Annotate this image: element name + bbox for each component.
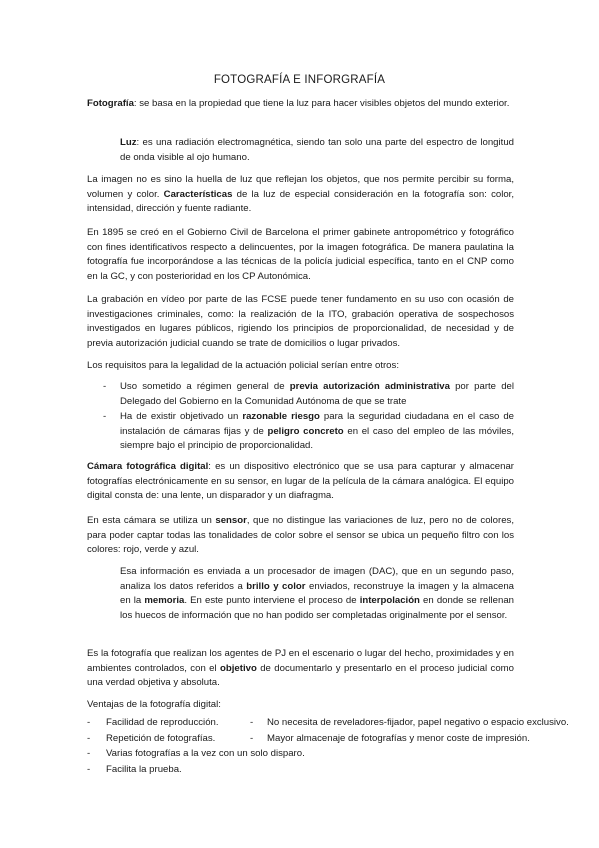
list-dash: -: [103, 411, 107, 422]
paragraph-grabacion-video: La grabación en vídeo por parte de las FCSE puede tener fundamento en su uso con ocasión de investigaciones criminales, como: la realización de la ITO, grabación operativa de sospechosos investigados en lugares públicos, rigiendo los principios de proporcionalidad, de necesidad y de previa autorización judicial cuando se trate de domicilios o lugar privados.: [87, 294, 514, 349]
list-item: Varias fotografías a la vez con un solo disparo.: [106, 748, 305, 759]
paragraph-camara-digital: Cámara fotográfica digital: es un dispositivo electrónico que se usa para capturar y almacenar fotografías electrónicamente en su sensor, en lugar de la película de la cámara analógica. El equipo digital consta de: una lente, un disparador y un diafragma.: [87, 461, 514, 502]
paragraph-sensor: En esta cámara se utiliza un sensor, que no distingue las variaciones de luz, pero no de colores, para poder captar todas las tonalidades de color sobre el sensor se ubica un pequeño filtro con los colores: rojo, verde y azul.: [87, 515, 514, 556]
paragraph-historia: En 1895 se creó en el Gobierno Civil de Barcelona el primer gabinete antropométrico y fotográfico con fines identificativos respecto a delincuentes, por la imagen fotográfica. De manera paulatina la fotografía fue incorporándose a las técnicas de la policía judicial específica, tanto en el CNP como en la GC, y con posterioridad en los CP Autonómica.: [87, 227, 514, 282]
term-sensor: sensor: [215, 515, 247, 526]
list-dash: -: [87, 717, 91, 728]
list-item: Ha de existir objetivado un razonable riesgo para la seguridad ciudadana en el caso de instalación de cámaras fijas y de peligro concreto en el caso del empleo de las móviles, siempre bajo el principio de proporcionalidad.: [120, 411, 514, 452]
paragraph-requisitos: Los requisitos para la legalidad de la actuación policial serían entre otros:: [87, 360, 399, 371]
term-luz: Luz: [120, 137, 137, 148]
term-camara-digital: Cámara fotográfica digital: [87, 461, 209, 472]
page-title: FOTOGRAFÍA E INFORGRAFÍA: [213, 74, 386, 86]
list-item: Uso sometido a régimen general de previa autorización administrativa por parte del Delegado del Gobierno en la Comunidad Autónoma de que se trate: [120, 381, 514, 407]
list-dash: -: [87, 748, 91, 759]
paragraph-fotografia-pj: Es la fotografía que realizan los agentes de PJ en el escenario o lugar del hecho, proximidades y en ambientes controlados, con el objetivo de documentarlo y presentarlo en el proceso judicial como una verdad objetiva y absoluta.: [87, 648, 514, 689]
list-item: Repetición de fotografías.: [106, 733, 216, 744]
paragraph-imagen: La imagen no es sino la huella de luz que reflejan los objetos, que nos permite percibir su forma, volumen y color. Características de la luz de especial consideración en la fotografía son: color, intensidad, dirección y fuente radiante.: [87, 174, 514, 215]
list-item: Mayor almacenaje de fotografías y menor coste de impresión.: [267, 733, 530, 744]
list-dash: -: [87, 733, 91, 744]
list-dash: -: [87, 764, 91, 775]
list-item: Facilita la prueba.: [106, 764, 182, 775]
term-caracteristicas: Características: [163, 188, 233, 200]
paragraph-ventajas: Ventajas de la fotografía digital:: [87, 699, 221, 710]
list-dash: -: [250, 733, 254, 744]
paragraph-procesador: Esa información es enviada a un procesador de imagen (DAC), que en un segundo paso, analiza los datos referidos a brillo y color enviados, reconstruye la imagen y la almacena en la memoria. En este punto interviene el proceso de interpolación en donde se rellenan los huecos de información que no han podido ser completadas originalmente por el sensor.: [120, 566, 514, 621]
term-fotografia: Fotografía: [87, 98, 134, 109]
paragraph-fotografia: Fotografía: se basa en la propiedad que tiene la luz para hacer visibles objetos del mundo exterior.: [87, 98, 510, 109]
list-dash: -: [250, 717, 254, 728]
list-item: No necesita de reveladores-fijador, papel negativo o espacio exclusivo.: [267, 717, 569, 728]
term-objetivo: objetivo: [220, 662, 257, 674]
list-item: Facilidad de reproducción.: [106, 717, 219, 728]
list-dash: -: [103, 381, 107, 392]
paragraph-luz: Luz: es una radiación electromagnética, siendo tan solo una parte del espectro de longitud de onda visible al ojo humano.: [120, 137, 514, 163]
